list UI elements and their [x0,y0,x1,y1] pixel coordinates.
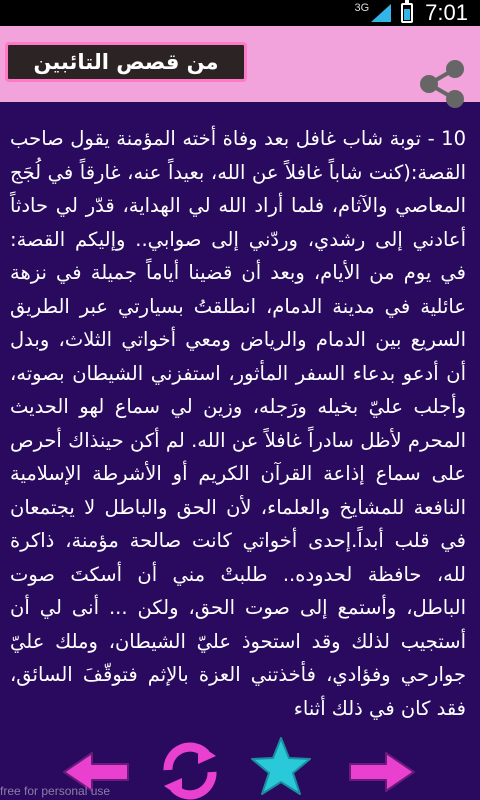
watermark: free for personal use [0,784,111,798]
battery-icon [401,3,413,23]
clock: 7:01 [425,0,468,25]
title-banner [5,42,247,82]
share-icon[interactable] [416,58,468,110]
refresh-icon[interactable] [160,742,220,800]
star-icon[interactable] [250,736,312,798]
network-type-label: 3G [354,2,370,14]
arrow-right-icon[interactable] [348,750,416,794]
signal-icon [371,4,391,22]
story-text: 10 - توبة شاب غافل بعد وفاة أخته المؤمنة يقول صاحب القصة:(كنت شاباً غافلاً عن الله، بعيداً عنه، غارقاً في لُجَج المعاصي والآثام، فلما أراد الله لي الهداية، قدّر لي حادثاً أعادني إلى رشدي، وردّني إلى صوابي.. وإليكم القصة: في يوم من الأيام، وبعد أن قضينا أياماً جميلة في نزهة عائلية في مدينة الدمام، انطلقتُ بسيارتي عبر الطريق السريع بين الدمام والرياض ومعي أخواتي الثلاث، وبدل أن أدعو بدعاء السفر المأثور، استفزني الشيطان بصوته، وأجلب عليّ بخيله ورَجله، وزين لي سماع لهو الحديث المحرم لأظل سادراً غافلاً عن الله. لم أكن حينذاك أحرص على سماع إذاعة القرآن الكريم أو الأشرطة الإسلامية النافعة للمشايخ والعلماء، لأن الحق والباطل لا يجتمعان في قلب أبداً.إحدى أخواتي كانت صالحة مؤمنة، ذاكرة لله، حافظة لحدوده.. طلبتْ مني أن أسكتَ صوت الباطل، وأستمع إلى صوت الحق، ولكن ... أنى لي أن أستجيب لذلك وقد استحوذ عليّ الشيطان، وملك عليّ جوارحي وفؤادي، فأخذتني العزة بالإثم فتوقّفَ السائق، فقد كان في ذلك أثناء [10,127,466,720]
status-bar [0,0,480,26]
app-header [0,26,480,102]
story-content[interactable] [10,122,466,720]
app-title: من قصص التائبين [33,50,219,74]
